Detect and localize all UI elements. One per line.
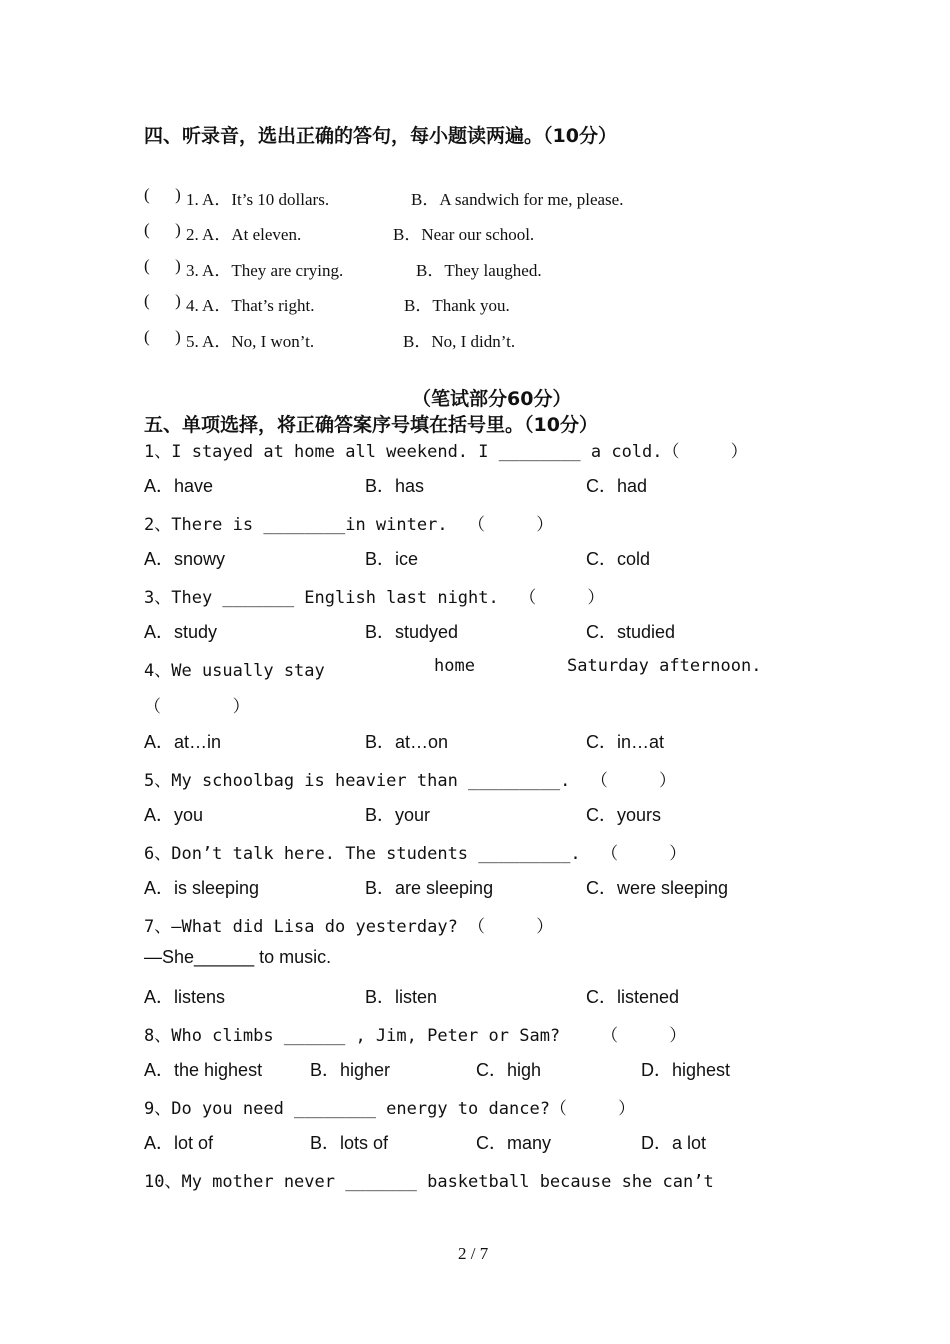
question-5: 5、My schoolbag is heavier than _________. （ ） <box>144 771 677 791</box>
page-number: 2 / 7 <box>458 1244 489 1263</box>
listening-paren: ( ) <box>144 256 181 275</box>
q9-option-b: B．lots of <box>310 1133 389 1153</box>
q2-option-a: A．snowy <box>144 549 226 569</box>
section-4-title: 四、听录音，选出正确的答句，每小题读两遍。（10分） <box>144 125 617 147</box>
listening-option-b: B．Thank you. <box>404 296 510 315</box>
q8-option-d: D．highest <box>641 1060 731 1080</box>
question-2: 2、There is ________in winter. （ ） <box>144 515 554 535</box>
question-3: 3、They _______ English last night. （ ） <box>144 588 605 608</box>
question-7-answer-line: —She______ to music. <box>144 947 332 967</box>
question-9: 9、Do you need ________ energy to dance?（ ） <box>144 1099 636 1119</box>
question-4-paren: （ ） <box>144 697 250 717</box>
q9-option-a: A．lot of <box>144 1133 214 1153</box>
q6-option-b: B．are sleeping <box>365 878 494 898</box>
question-7: 7、—What did Lisa do yesterday? （ ） <box>144 917 554 937</box>
q8-option-c: C．high <box>476 1060 542 1080</box>
q3-option-b: B．studyed <box>365 622 459 642</box>
q6-option-a: A．is sleeping <box>144 878 260 898</box>
listening-paren: ( ) <box>144 327 181 346</box>
listening-paren: ( ) <box>144 291 181 310</box>
question-6: 6、Don’t talk here. The students _________. （ ） <box>144 844 687 864</box>
listening-option-a: 1. A．It’s 10 dollars. <box>186 190 330 209</box>
question-4-middle: home <box>434 656 475 676</box>
q8-option-a: A．the highest <box>144 1060 263 1080</box>
q1-option-a: A．have <box>144 476 214 496</box>
listening-paren: ( ) <box>144 185 181 204</box>
q1-option-b: B．has <box>365 476 425 496</box>
q5-option-b: B．your <box>365 805 431 825</box>
question-10: 10、My mother never _______ basketball because she can’t <box>144 1172 714 1192</box>
question-4-start: 4、We usually stay <box>144 661 325 681</box>
q5-option-c: C．yours <box>586 805 662 825</box>
q7-option-a: A．listens <box>144 987 226 1007</box>
q4-option-a: A．at…in <box>144 732 222 752</box>
q9-option-d: D．a lot <box>641 1133 707 1153</box>
listening-option-b: B．A sandwich for me, please. <box>411 190 624 209</box>
q9-option-c: C．many <box>476 1133 552 1153</box>
written-part-label: （笔试部分60分） <box>412 388 572 410</box>
q2-option-c: C．cold <box>586 549 651 569</box>
q8-option-b: B．higher <box>310 1060 391 1080</box>
listening-paren: ( ) <box>144 220 181 239</box>
q4-option-c: C．in…at <box>586 732 665 752</box>
listening-option-b: B．No, I didn’t. <box>403 332 516 351</box>
q1-option-c: C．had <box>586 476 648 496</box>
q7-option-c: C．listened <box>586 987 680 1007</box>
q3-option-c: C．studied <box>586 622 676 642</box>
listening-option-a: 3. A．They are crying. <box>186 261 344 280</box>
question-4-end: Saturday afternoon. <box>567 656 762 676</box>
listening-option-b: B．They laughed. <box>416 261 542 280</box>
question-1: 1、I stayed at home all weekend. I ________ a cold.（ ） <box>144 442 748 462</box>
q5-option-a: A．you <box>144 805 204 825</box>
listening-option-a: 5. A．No, I won’t. <box>186 332 315 351</box>
question-8: 8、Who climbs ______ , Jim, Peter or Sam? （ ） <box>144 1026 687 1046</box>
q2-option-b: B．ice <box>365 549 419 569</box>
section-5-title: 五、单项选择，将正确答案序号填在括号里。（10分） <box>144 414 598 436</box>
q7-option-b: B．listen <box>365 987 438 1007</box>
listening-option-a: 4. A．That’s right. <box>186 296 315 315</box>
q6-option-c: C．were sleeping <box>586 878 729 898</box>
listening-option-a: 2. A．At eleven. <box>186 225 302 244</box>
q4-option-b: B．at…on <box>365 732 449 752</box>
q3-option-a: A．study <box>144 622 218 642</box>
listening-option-b: B．Near our school. <box>393 225 535 244</box>
